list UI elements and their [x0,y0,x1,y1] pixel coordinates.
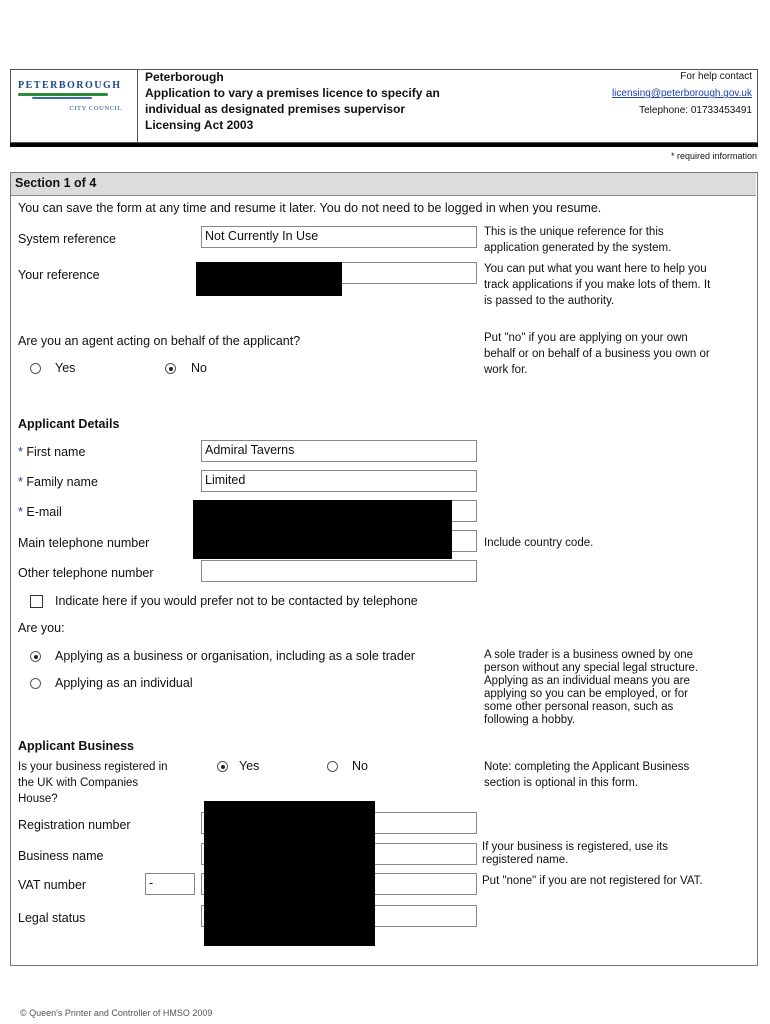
business-name-label: Business name [18,849,104,863]
registered-yes-radio[interactable] [217,761,228,772]
business-name-hint-1: If your business is registered, use its [482,841,668,853]
agent-hint-2: behalf or on behalf of a business you own or [484,348,710,360]
agent-hint-1: Put "no" if you are applying on your own [484,332,688,344]
registered-no-radio[interactable] [327,761,338,772]
registered-question-1: Is your business registered in [18,761,168,773]
first-name-label-wrap [18,445,85,459]
business-note-2: section is optional in this form. [484,777,639,789]
required-star: * [18,445,23,459]
system-ref-field[interactable]: Not Currently In Use [201,226,477,248]
legal-status-label: Legal status [18,911,86,925]
business-option-radio[interactable] [30,651,41,662]
title-line-2: Application to vary a premises licence to specify an [145,86,440,100]
help-email-wrap [612,88,752,99]
header-divider [137,69,138,142]
agent-no-radio[interactable] [165,363,176,374]
are-you-hint-6: following a hobby. [484,714,576,726]
agent-hint-3: work for. [484,364,528,376]
are-you-hint-2: person without any special legal structure. [484,662,699,674]
header-rule [10,143,758,147]
agent-yes-label: Yes [55,361,76,375]
email-label: E-mail [26,505,62,519]
required-star: * [18,505,23,519]
main-phone-label: Main telephone number [18,536,150,550]
family-name-label: Family name [26,475,98,489]
help-phone: Telephone: 01733453491 [639,105,752,116]
other-phone-field[interactable] [201,560,477,582]
footer-copyright: © Queen's Printer and Controller of HMSO 2009 [20,1008,213,1018]
individual-option-label: Applying as an individual [55,676,193,690]
title-line-4: Licensing Act 2003 [145,118,254,132]
redaction-block [196,262,342,296]
required-star: * [18,475,23,489]
applicant-heading: Applicant Details [18,417,120,431]
logo-swoosh-2 [32,97,92,99]
vat-prefix-field[interactable]: - [145,873,195,895]
business-name-hint-2: registered name. [482,854,569,866]
business-heading: Applicant Business [18,739,134,753]
section-bar [11,173,756,196]
first-name-label: First name [26,445,86,459]
agent-no-label: No [191,361,207,375]
registered-yes-label: Yes [239,759,260,773]
vat-hint: Put "none" if you are not registered for VAT. [482,875,703,887]
agent-yes-radio[interactable] [30,363,41,374]
help-email-link[interactable]: licensing@peterborough.gov.uk [611,88,752,99]
title-line-3: individual as designated premises supervisor [145,102,406,116]
registered-question-2: the UK with Companies [18,777,139,789]
first-name-field[interactable]: Admiral Taverns [201,440,477,462]
system-ref-hint-1: This is the unique reference for this [484,226,664,238]
registered-no-label: No [352,759,368,773]
logo-top-text: PETERBOROUGH [18,80,122,91]
system-ref-label: System reference [18,232,116,246]
are-you-hint-1: A sole trader is a business owned by one [484,649,694,661]
reg-number-label: Registration number [18,818,131,832]
other-phone-label: Other telephone number [18,566,154,580]
family-name-label-wrap [18,475,98,489]
system-ref-hint-2: application generated by the system. [484,242,672,254]
no-contact-checkbox[interactable] [30,595,43,608]
email-label-wrap [18,505,62,519]
logo-swoosh [18,93,108,96]
no-contact-label: Indicate here if you would prefer not to be contacted by telephone [55,594,418,608]
required-note: * required information [670,151,757,161]
business-option-label: Applying as a business or organisation, including as a sole trader [55,649,415,663]
council-logo [18,80,122,120]
are-you-hint-4: applying so you can be employed, or for [484,688,688,700]
business-note-1: Note: completing the Applicant Business [484,761,690,773]
section-intro: You can save the form at any time and resume it later. You do not need to be logged in when you resume. [18,201,602,215]
are-you-hint-3: Applying as an individual means you are [484,675,690,687]
are-you-hint-5: some other personal reason, such as [484,701,674,713]
redaction-block [204,801,375,946]
main-phone-hint: Include country code. [484,537,594,549]
redaction-block [193,500,452,559]
title-line-1: Peterborough [145,70,224,84]
your-ref-label: Your reference [18,268,100,282]
help-label: For help contact [680,71,752,82]
your-ref-hint-1: You can put what you want here to help you [484,263,707,275]
logo-bottom-text: CITY COUNCIL [69,105,122,112]
registered-question-3: House? [18,793,58,805]
family-name-field[interactable]: Limited [201,470,477,492]
your-ref-hint-3: is passed to the authority. [484,295,615,307]
section-title: Section 1 of 4 [15,176,97,190]
are-you-label: Are you: [18,621,65,635]
agent-question: Are you an agent acting on behalf of the applicant? [18,334,301,348]
individual-option-radio[interactable] [30,678,41,689]
your-ref-hint-2: track applications if you make lots of them. It [484,279,711,291]
vat-label: VAT number [18,878,87,892]
